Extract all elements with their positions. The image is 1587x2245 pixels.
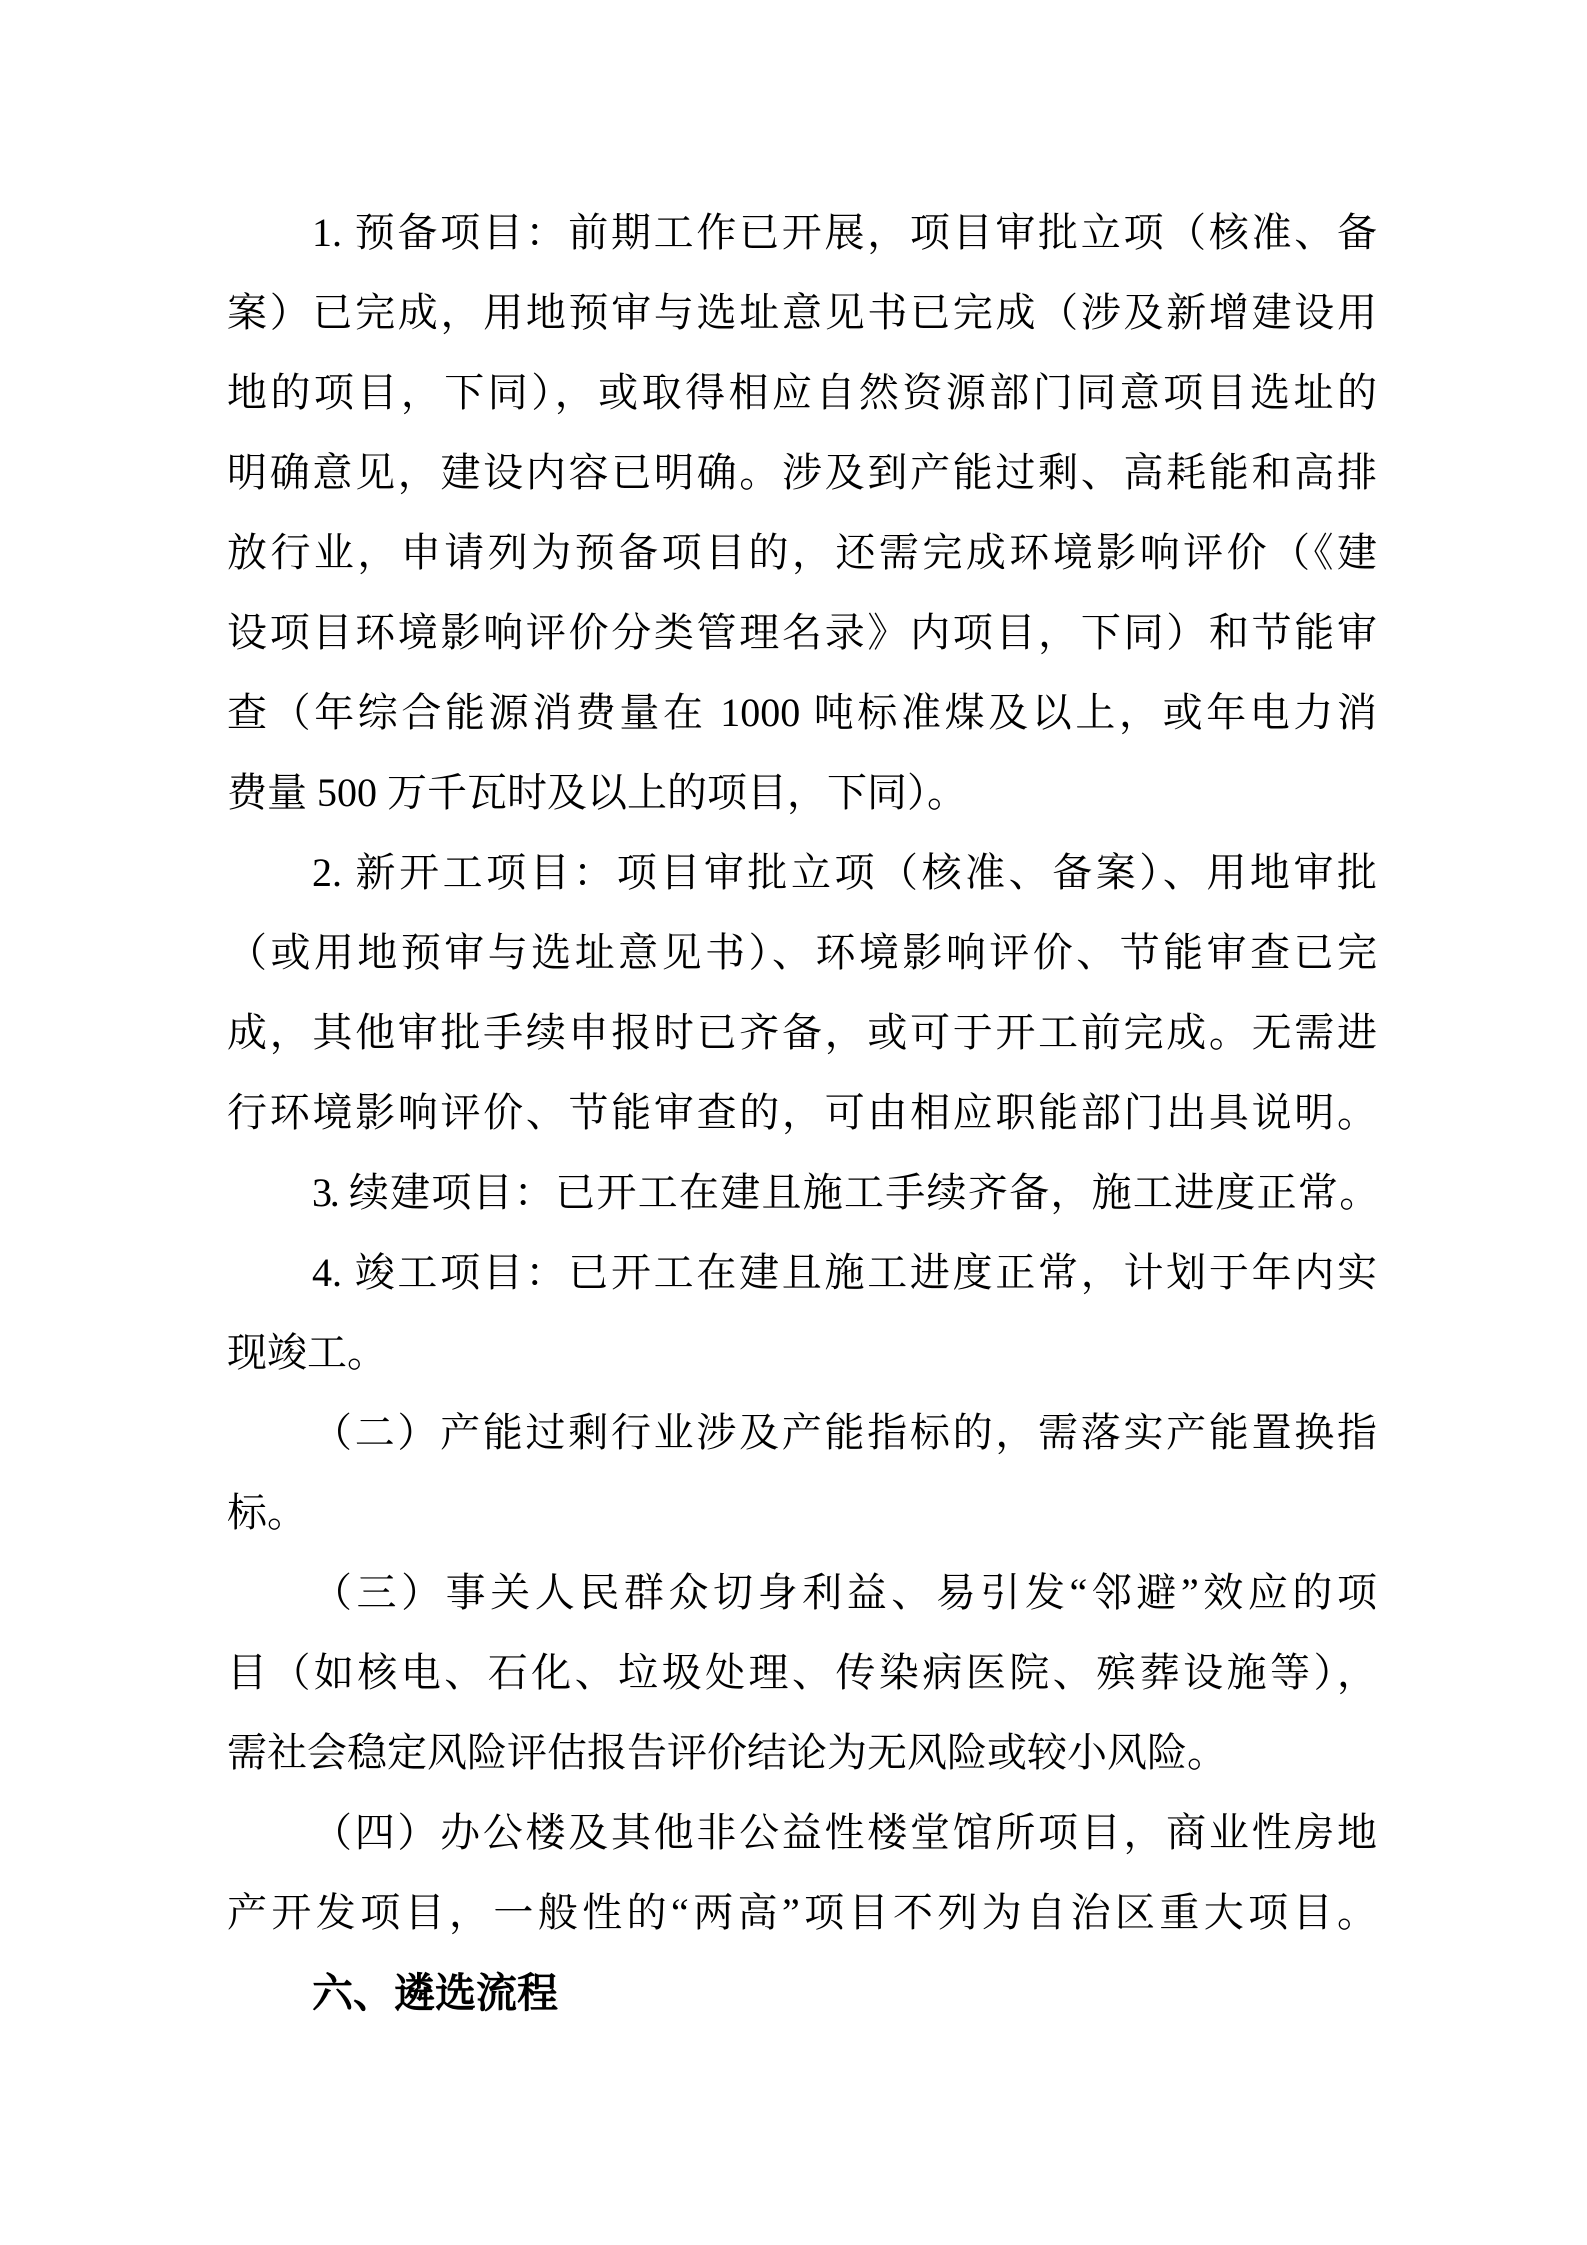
text-line: 成，其他审批手续申报时已齐备，或可于开工前完成。无需进 xyxy=(227,1010,1377,1055)
text-line: 2. 新开工项目：项目审批立项（核准、备案）、用地审批 xyxy=(312,850,1377,895)
text-line: 3. 续建项目：已开工在建且施工手续齐备，施工进度正常。 xyxy=(312,1170,1377,1215)
text-line: （三）事关人民群众切身利益、易引发“邻避”效应的项 xyxy=(312,1570,1377,1615)
text-line: （二）产能过剩行业涉及产能指标的，需落实产能置换指 xyxy=(312,1410,1377,1455)
text-line: 产开发项目，一般性的“两高”项目不列为自治区重大项目。 xyxy=(227,1890,1377,1935)
text-line: 案）已完成，用地预审与选址意见书已完成（涉及新增建设用 xyxy=(227,290,1377,335)
text-line: 标。 xyxy=(227,1490,307,1535)
section-heading: 六、遴选流程 xyxy=(312,1970,558,2016)
text-line: 目（如核电、石化、垃圾处理、传染病医院、殡葬设施等）， xyxy=(227,1650,1377,1695)
text-line: 需社会稳定风险评估报告评价结论为无风险或较小风险。 xyxy=(227,1730,1227,1775)
text-line: 1. 预备项目：前期工作已开展，项目审批立项（核准、备 xyxy=(312,210,1377,255)
text-line: 地的项目，下同），或取得相应自然资源部门同意项目选址的 xyxy=(227,370,1377,415)
text-line: （或用地预审与选址意见书）、环境影响评价、节能审查已完 xyxy=(227,930,1377,975)
document-body xyxy=(227,193,1377,2033)
text-line: 行环境影响评价、节能审查的，可由相应职能部门出具说明。 xyxy=(227,1090,1377,1135)
text-line: 明确意见，建设内容已明确。涉及到产能过剩、高耗能和高排 xyxy=(227,450,1377,495)
text-line: 费量 500 万千瓦时及以上的项目，下同）。 xyxy=(227,770,967,815)
text-line: 设项目环境影响评价分类管理名录》内项目，下同）和节能审 xyxy=(227,610,1377,655)
text-line: （四）办公楼及其他非公益性楼堂馆所项目，商业性房地 xyxy=(312,1810,1377,1855)
text-line: 放行业，申请列为预备项目的，还需完成环境影响评价（《建 xyxy=(227,530,1377,575)
text-line: 查（年综合能源消费量在 1000 吨标准煤及以上，或年电力消 xyxy=(227,690,1377,735)
text-line: 4. 竣工项目：已开工在建且施工进度正常，计划于年内实 xyxy=(312,1250,1377,1295)
text-line: 现竣工。 xyxy=(227,1330,387,1375)
